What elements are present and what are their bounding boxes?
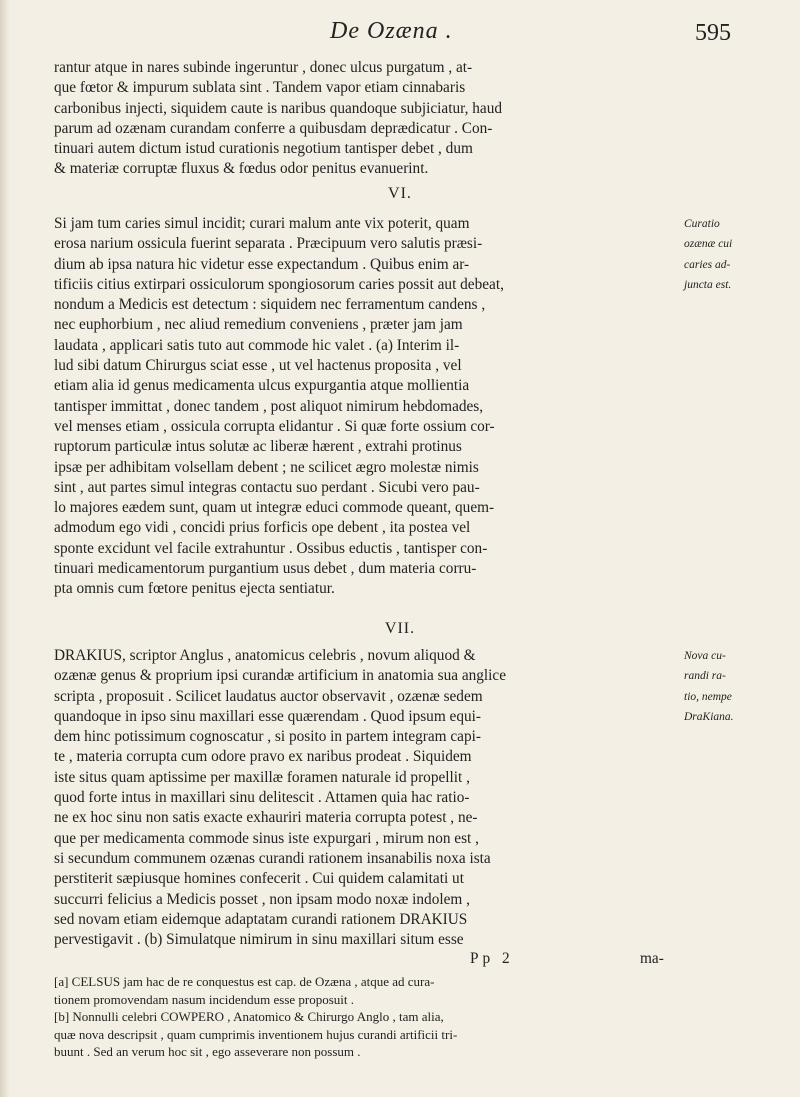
- text-line: erosa narium ossicula fuerint separata . Præcipuum vero salutis præsi-: [54, 235, 483, 253]
- footnotes: [54, 973, 686, 1061]
- signature-mark: Pp 2: [470, 950, 514, 967]
- margin-note-line: DraKiana.: [684, 710, 734, 723]
- text-line: dem hinc potissimum cognoscatur , si posito in partem integram capi-: [54, 728, 481, 746]
- text-line: dium ab ipsa natura hic videtur esse expectandum . Quibus enim ar-: [54, 255, 470, 273]
- text-line: nec euphorbium , nec aliud remedium conveniens , præter jam jam: [54, 316, 463, 334]
- text-line: que per medicamenta commode sinus iste expurgari , mirum non est ,: [54, 829, 479, 847]
- text-line: pta omnis cum fœtore penitus ejecta sentiatur.: [54, 580, 335, 598]
- section-heading-vi: VI.: [388, 185, 412, 202]
- text-line: Si jam tum caries simul incidit; curari malum ante vix poterit, quam: [54, 215, 470, 232]
- text-line: nondum a Medicis est detectum : siquidem nec ferramentum candens ,: [54, 296, 486, 314]
- margin-note-line: Curatio: [684, 218, 720, 230]
- text-line: laudata , applicari satis tuto aut commode hic valet . (a) Interim il-: [54, 336, 460, 354]
- text-line: iste situs quam aptissime per maxillæ foramen naturale id propellit ,: [54, 768, 470, 786]
- text-line: si secundum communem ozænas curandi rationem insanabilis noxa ista: [54, 849, 491, 867]
- page-number: 595: [695, 20, 731, 46]
- text-line: succurri felicius a Medicis posset , non ipsam modo noxæ indolem ,: [54, 890, 470, 908]
- page-binding-shadow: [0, 0, 10, 1097]
- text-line: quod forte intus in maxillari sinu delitescit . Attamen quia hac ratio-: [54, 789, 470, 807]
- text-line: lud sibi datum Chirurgus sciat esse , ut vel hactenus proposita , vel: [54, 357, 462, 375]
- text-line: sed novam etiam eidemque adaptatam curandi rationem DRAKIUS: [54, 910, 468, 928]
- text-line: ozænæ genus & proprium ipsi curandæ artificium in anatomia sua anglice: [54, 667, 507, 685]
- text-line: ne ex hoc sinu non satis exacte exhauriri materia corrupta potest , ne-: [54, 809, 478, 827]
- text-line: te , materia corrupta cum odore pravo ex naribus prodeat . Siquidem: [54, 748, 472, 766]
- footnote-line: [b] Nonnulli celebri COWPERO , Anatomico & Chirurgo Anglo , tam alia,: [54, 1009, 444, 1024]
- text-line: tinuari medicamentorum purgantium usus debet , dum materia corru-: [54, 560, 477, 578]
- margin-note-line: juncta est.: [684, 278, 732, 291]
- margin-note-line: Nova cu-: [684, 650, 726, 662]
- text-line: ipsæ per adhibitam volsellam debent ; ne scilicet ægro molestæ nimis: [54, 458, 479, 476]
- section-vii-body: [54, 646, 686, 950]
- text-line: etiam alia id genus medicamenta ulcus expurgantia atque mollientia: [54, 377, 470, 395]
- text-line: pervestigavit . (b) Simulatque nimirum in sinu maxillari situm esse: [54, 931, 464, 949]
- text-line: tantisper immittat , donec tandem , post aliquot nimirum hebdomades,: [54, 397, 484, 415]
- text-line: lo majores eædem sunt, quam ut integræ educi commode queant, quem-: [54, 499, 495, 517]
- text-line: carbonibus injecti, siquidem caute is naribus quandoque subjiciatur, haud: [54, 99, 502, 117]
- margin-note-nova-curandi: [684, 646, 796, 727]
- text-line: perstiterit sæpiusque homines confecerit . Cui quidem calamitati ut: [54, 870, 464, 888]
- text-line: sint , aut partes simul integras contactu suo perdant . Sicubi vero pau-: [54, 478, 480, 496]
- footnote-line: [a] CELSUS jam hac de re conquestus est cap. de Ozæna , atque ad cura-: [54, 974, 435, 989]
- text-line: tificiis citius extirpari ossiculorum spongiosorum caries possit aut debeat,: [54, 275, 504, 293]
- footnote-line: buunt . Sed an verum hoc sit , ego asseverare non possum .: [54, 1044, 361, 1059]
- text-line: scripta , proposuit . Scilicet laudatus auctor observavit , ozænæ sedem: [54, 687, 483, 705]
- text-line: tinuari autem dictum istud curationis negotium tantisper debet , dum: [54, 140, 473, 158]
- margin-note-curatio: [684, 214, 796, 295]
- text-line: ruptorum particulæ intus solutæ ac liberæ hærent , extrahi protinus: [54, 438, 462, 456]
- carryover-paragraph: [54, 58, 686, 180]
- footnote-line: tionem promovendam nasum incidendum esse proposuit .: [54, 991, 355, 1007]
- margin-note-line: randi ra-: [684, 670, 726, 683]
- section-heading-vii: VII.: [384, 620, 416, 637]
- text-line: vel menses etiam , ossicula corrupta elidantur . Si quæ forte ossium cor-: [54, 417, 495, 435]
- margin-note-line: caries ad-: [684, 258, 731, 271]
- margin-note-line: tio, nempe: [684, 690, 732, 703]
- text-line: sponte excidunt vel facile extrahuntur . Ossibus eductis , tantisper con-: [54, 539, 488, 557]
- text-line: parum ad ozænam curandam conferre a quibusdam deprædicatur . Con-: [54, 119, 493, 137]
- text-line: admodum ego vidi , concidi prius forficis ope debent , ita postea vel: [54, 519, 471, 537]
- text-line: quandoque in ipso sinu maxillari esse quærendam . Quod ipsum equi-: [54, 707, 481, 725]
- text-line: & materiæ corruptæ fluxus & fœdus odor penitus evanuerint.: [54, 160, 429, 178]
- footnote-line: quæ nova descripsit , quam cumprimis inventionem hujus curandi artificii tri-: [54, 1026, 458, 1042]
- text-line: rantur atque in nares subinde ingeruntur , donec ulcus purgatum , at-: [54, 59, 473, 76]
- catchword: ma-: [640, 950, 664, 967]
- section-vi-body: [54, 214, 686, 600]
- text-line: que fœtor & impurum sublata sint . Tandem vapor etiam cinnabaris: [54, 79, 466, 97]
- text-line: DRAKIUS, scriptor Anglus , anatomicus celebris , novum aliquod &: [54, 647, 476, 664]
- margin-note-line: ozænæ cui: [684, 238, 733, 251]
- running-head: De Ozæna .: [330, 18, 453, 44]
